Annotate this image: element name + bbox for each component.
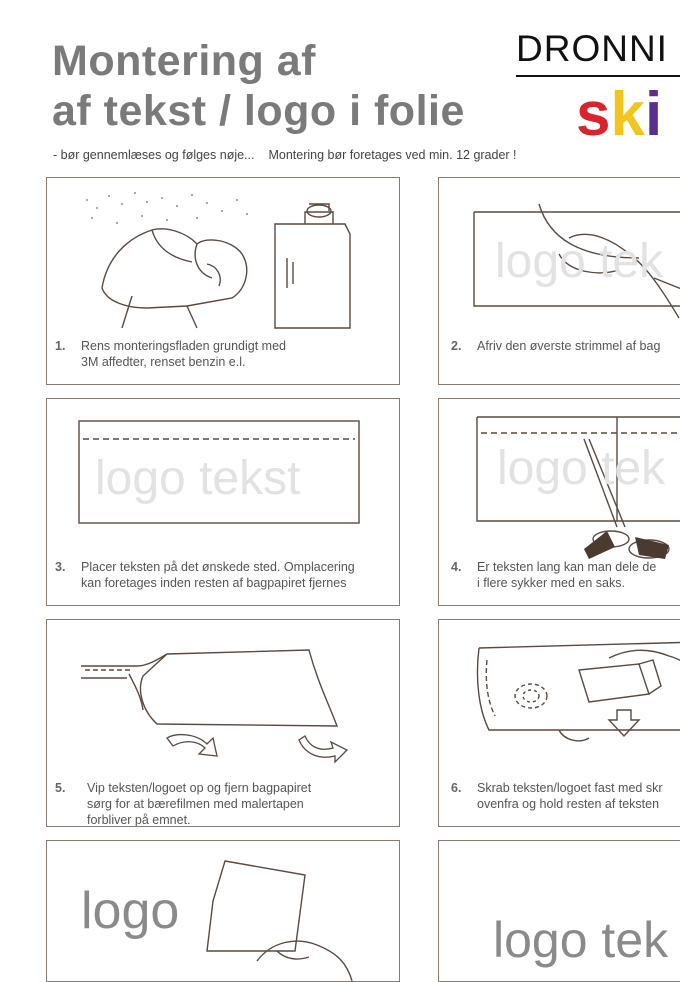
step-4-line-2: i flere sykker med en saks. [477, 576, 625, 590]
logo-tekst-watermark: logo tek [495, 235, 664, 288]
logo-tekst-sample: logo tek [493, 912, 669, 968]
step-5-line-1: Vip teksten/logoet op og fjern bagpapiret [87, 781, 312, 795]
title-line-2: af tekst / logo i folie [52, 87, 465, 135]
step-3-line-1: Placer teksten på det ønskede sted. Omplacering [81, 560, 355, 574]
instruction-note [53, 148, 517, 162]
step-2-line-1: Afriv den øverste strimmel af bag [477, 339, 661, 353]
step-panel-3 [46, 398, 400, 606]
step-4-line-1: Er teksten lang kan man dele de [477, 560, 657, 574]
brand-underline [516, 75, 680, 77]
step-panel-1 [46, 177, 400, 385]
step-5-line-2: sørg for at bærefilmen med malertapen [87, 797, 304, 811]
step-panel-8 [438, 840, 680, 982]
brand-logo [516, 28, 680, 149]
step-6-line-1: Skrab teksten/logoet fast med skr [477, 781, 663, 795]
step-3-instruction [55, 559, 355, 591]
brand-logo-i: i [644, 80, 663, 149]
step-panel-5 [46, 619, 400, 827]
step-1-instruction [55, 338, 286, 370]
step-panel-2 [438, 177, 680, 385]
logo-text-sample: logo [81, 882, 180, 940]
temperature-note: Montering bør foretages ved min. 12 grader ! [268, 148, 517, 162]
step-1-number: 1. [55, 339, 66, 353]
brand-ski-logo [576, 80, 662, 150]
step-6-instruction [451, 780, 663, 812]
step-2-number: 2. [451, 339, 462, 353]
step-3-number: 3. [55, 560, 66, 574]
step-4-instruction [451, 559, 656, 591]
step-6-number: 6. [451, 781, 462, 795]
step-panel-4 [438, 398, 680, 606]
logo-tekst-watermark: logo tekst [95, 452, 301, 505]
step-1-line-2: 3M affedter, renset benzin e.l. [81, 355, 246, 369]
read-carefully-note: - bør gennemlæses og følges nøje... [53, 148, 255, 162]
step-3-line-2: kan foretages inden resten af bagpapiret fjernes [81, 576, 347, 590]
logo-tekst-watermark: logo tek [497, 442, 666, 495]
title-line-1: Montering af [52, 37, 316, 85]
step-panel-6 [438, 619, 680, 827]
brand-name: DRONNI [516, 28, 668, 69]
brand-logo-s: s [576, 80, 611, 149]
brand-logo-k: k [610, 80, 645, 149]
step-6-line-2: ovenfra og hold resten af teksten [477, 797, 660, 811]
step-4-number: 4. [451, 560, 462, 574]
step-panel-7 [46, 840, 400, 982]
step-5-instruction [55, 780, 311, 827]
step-5-line-3: forbliver på emnet. [87, 813, 191, 827]
step-2-instruction [451, 338, 660, 354]
page-title [52, 36, 465, 136]
step-5-number: 5. [55, 781, 66, 795]
step-1-line-1: Rens monteringsfladen grundigt med [81, 339, 286, 353]
